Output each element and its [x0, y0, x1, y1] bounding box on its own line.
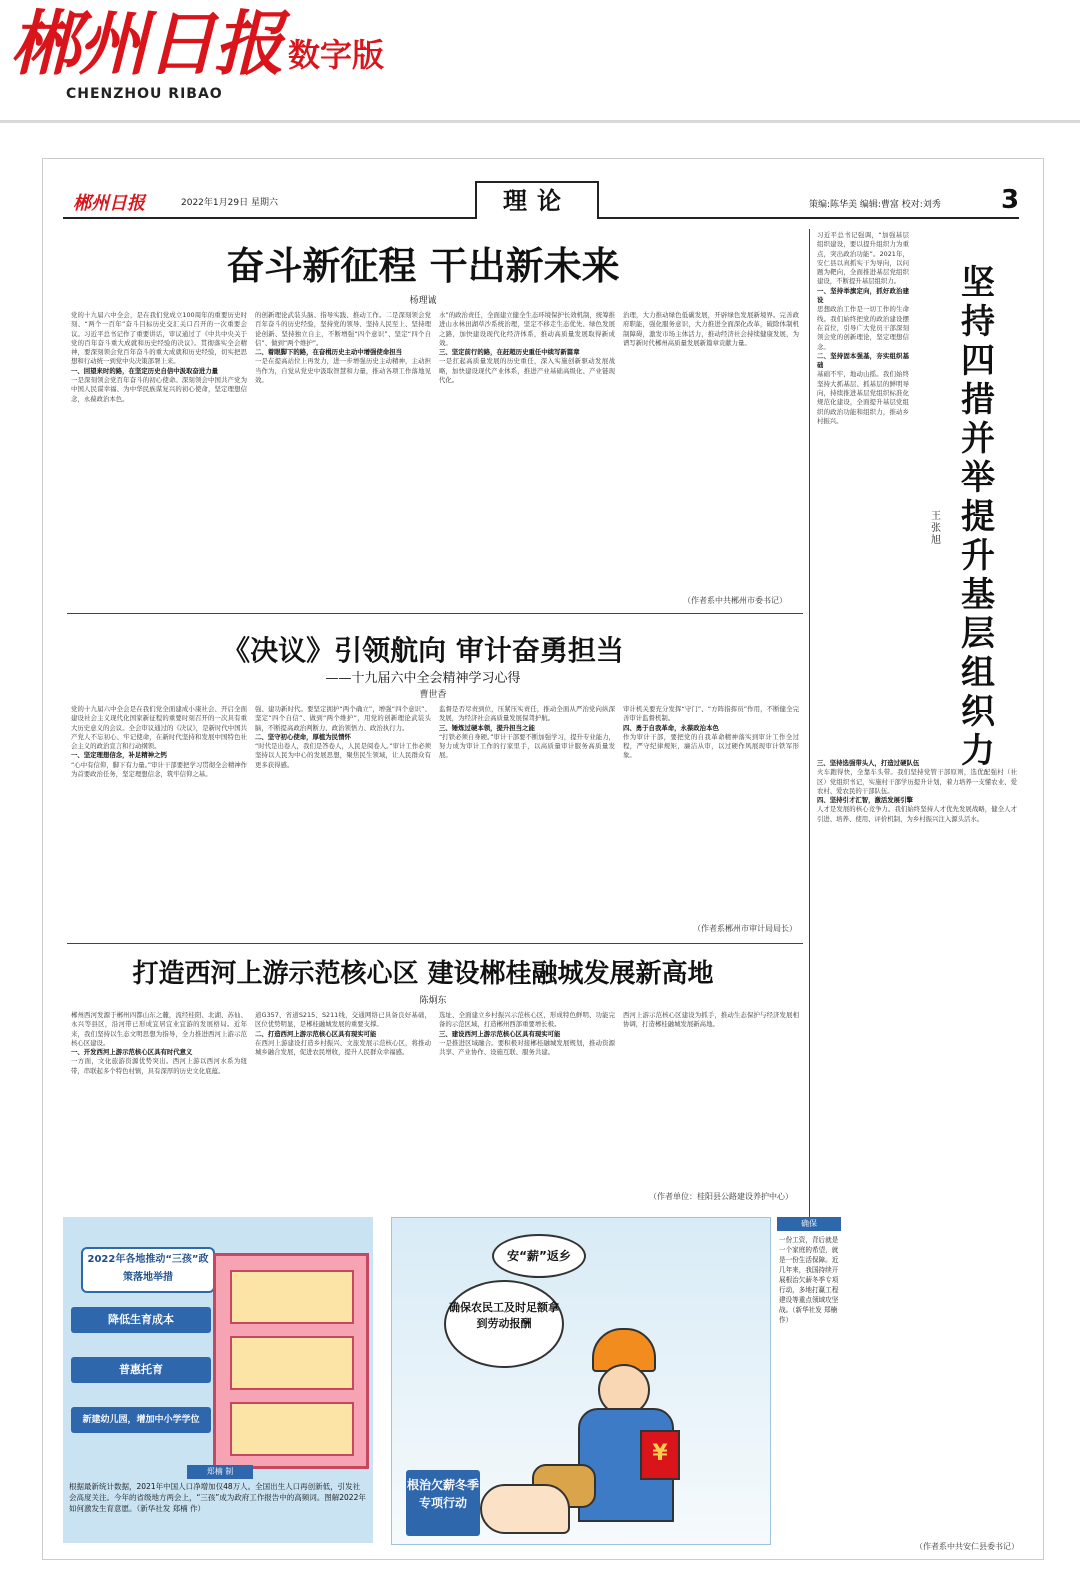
infographic-caption: 根据最新统计数据，2021年中国人口净增加仅48万人。全国出生人口再创新低，引发社会高度关注。今年的省级地方两会上，“三孩”成为政府工作报告中的高频词。图解2022年如何激发生育意愿。（新华社发 郑楠 作）	[69, 1482, 366, 1513]
article-2-source: （作者系郴州市审计局局长）	[693, 924, 797, 933]
house-illustration	[213, 1253, 369, 1469]
article-4-paragraph: 基础不牢，地动山摇。我们始终坚持大抓基层、抓基层的鲜明导向，持续推进基层党组织标准化规范化建设，全面提升基层党组织的政治功能和组织力，推动乡村振兴。	[817, 370, 909, 425]
article-3-subhead-2: 二、打造西河上游示范核心区具有现实可能	[255, 1029, 377, 1038]
article-4-subhead-1: 一、坚持举旗定向，抓好政治建设	[817, 286, 909, 305]
article-4-subhead-2: 二、坚持固本强基，夯实组织基础	[817, 351, 909, 370]
article-1-author: 杨理诚	[409, 296, 437, 306]
article-3-column-3	[439, 1011, 615, 1203]
page-number: 3	[1001, 185, 1020, 215]
article-2-column-1	[71, 705, 247, 935]
site-logo-pinyin: CHENZHOU RIBAO	[66, 86, 223, 102]
speech-bubble-2: 确保农民工及时足额拿到劳动报酬	[444, 1280, 564, 1368]
article-1-source: （作者系中共郴州市委书记）	[683, 596, 787, 605]
infographic-caption-bar: 郑楠 制	[187, 1465, 253, 1479]
article-2-subhead-2: 二、坚守初心使命，厚植为民情怀	[255, 732, 351, 741]
article-3-paragraph: 一方面，文化旅游资源优势突出。西河上游以西河水系为纽带，串联起多个特色村镇，具有深厚的历史文化底蕴。	[71, 1057, 247, 1075]
article-2-paragraph: 强、建功新时代。要坚定拥护“两个确立”，增强“四个意识”、坚定“四个自信”、做到“两个维护”，用党的创新理论武装头脑，不断提高政治判断力、政治领悟力、政治执行力。	[255, 705, 431, 732]
article-4-author: 王张旭	[931, 511, 941, 546]
article-4-column-1	[817, 231, 909, 751]
article-1-subhead-1: 一、回望来时的路，在坚定历史自信中汲取奋进力量	[71, 366, 218, 375]
article-3-column-4	[623, 1011, 799, 1191]
article-3-subhead-1: 一、开发西河上游示范核心区具有时代意义	[71, 1048, 193, 1057]
article-3-paragraph: 在西河上游建设打造乡村振兴、文旅发展示范核心区，将推动城乡融合发展，促进农民增收，提升人民群众幸福感。	[255, 1038, 431, 1057]
policy-item-1: 降低生育成本	[71, 1307, 211, 1333]
article-4-column-2	[817, 759, 1017, 1529]
house-window	[230, 1270, 354, 1324]
article-3-column-2	[255, 1011, 431, 1203]
article-3-subhead-3: 三、建设西河上游示范核心区具有现实可能	[439, 1029, 561, 1038]
article-4-paragraph: 人才是发展的核心竞争力。我们始终坚持人才优先发展战略，健全人才引进、培养、使用、评价机制，为乡村振兴注入源头活水。	[817, 805, 1017, 823]
article-1-paragraph: 一是扛起高质量发展的历史重任，深入实施创新驱动发展战略，加快建设现代产业体系，推进产业基础高级化、产业链现代化。	[439, 357, 615, 385]
site-logo[interactable]: 郴州日报	[10, 2, 282, 85]
article-1-paragraph: 治理，大力推动绿色低碳发展，开辟绿色发展新境界。完善政府职能，强化服务意识，大力推进全面深化改革，破除体制机制障碍，激发市场主体活力，推动经济社会持续健康发展，为谱写新时代郴州高质量发展新篇章贡献力量。	[623, 311, 799, 347]
site-logo-subtitle: 数字版	[288, 36, 385, 74]
cartoon-note	[777, 1217, 841, 1543]
issue-date: 2022年1月29日 星期六	[181, 198, 278, 208]
article-2-paragraph: 作为审计干部，要把党的自我革命精神落实到审计工作全过程，严守纪律规矩，廉洁从审，以过硬作风展现审计铁军形象。	[623, 732, 799, 760]
policy-item-3: 新建幼儿园，增加中小学学位	[71, 1407, 211, 1433]
article-1-paragraph: 党的十九届六中全会，是在我们党成立100周年的重要历史时刻、“两个一百年”奋斗目标历史交汇关口召开的一次重要会议。习近平总书记作了重要讲话，审议通过了《中共中央关于党的百年奋斗重大成就和历史经验的决议》。贯彻落实全会精神，要深刻领会党百年奋斗的重大成就和历史经验，切实把思想和行动统一到党中央决策部署上来。	[71, 311, 247, 366]
note-header: 确保	[777, 1217, 841, 1231]
policy-item-2: 普惠托育	[71, 1357, 211, 1383]
article-3-paragraph: 西河上游示范核心区建设为抓手，推动生态保护与经济发展相协调，打造郴桂融城发展新高地。	[623, 1011, 799, 1029]
site-header	[0, 0, 1080, 123]
section-title: 理论	[475, 181, 599, 219]
newspaper-page	[42, 158, 1044, 1560]
paper-logo: 郴州日报	[73, 193, 145, 214]
article-2-paragraph: 监督是否尽责到位，压紧压实责任，推动全面从严治党向纵深发展，为经济社会高质量发展保驾护航。	[439, 705, 615, 723]
article-1-paragraph: 一是深刻领会党百年奋斗的初心使命。深刻领会中国共产党为中国人民谋幸福、为中华民族谋复兴的初心使命，坚定理想信念，永葆政治本色。	[71, 376, 247, 403]
article-3-paragraph: 郴州西河发源于郴州四都山东之麓，流经桂阳、北湖、苏仙、永兴等县区，沿河带已形成宜居宜业宜游的发展格局。近年来，我们坚持以生态文明思想为指导，全力推进西河上游示范核心区建设。	[71, 1011, 247, 1047]
divider	[67, 943, 803, 944]
editor-credits: 策编:陈华美 编辑:曹富 校对:刘秀	[809, 200, 941, 210]
article-1-column-4	[623, 311, 799, 593]
article-1-title[interactable]: 奋斗新征程 干出新未来	[226, 243, 620, 288]
article-1-subhead-2: 二、着眼脚下的路，在奋楫历史主动中增强使命担当	[255, 348, 402, 357]
article-4-title[interactable]: 坚持四措并举 提升基层组织力	[961, 263, 995, 771]
article-2-paragraph: 审计机关要充分发挥“守门”、“方阵指挥员”作用，不断健全完善审计监督机制。	[623, 705, 799, 723]
article-1-paragraph: 的创新理论武装头脑、指导实践、推动工作。二是深刻领会党百年奋斗的历史经验，坚持党的领导、坚持人民至上、坚持理论创新、坚持独立自主，不断增强“四个意识”、坚定“四个自信”、做到“两个维护”。	[255, 311, 431, 347]
article-4-paragraph: 火车跑得快，全靠车头带。我们坚持党管干部原则，选优配强村（社区）党组织书记，实施村干部学历提升计划，着力培养一支懂农业、爱农村、爱农民的干部队伍。	[817, 768, 1017, 795]
article-3-column-1	[71, 1011, 247, 1203]
article-1-column-1	[71, 311, 247, 607]
article-2-column-4	[623, 705, 799, 921]
article-4-subhead-4: 四、坚持引才汇智，激活发展引擎	[817, 796, 913, 805]
article-2-paragraph: “心中有信仰，脚下有力量。”审计干部要把学习贯彻全会精神作为首要政治任务，坚定理想信念，筑牢信仰之基。	[71, 760, 247, 779]
house-window	[230, 1336, 354, 1390]
article-4-source: （作者系中共安仁县委书记）	[915, 1542, 1019, 1551]
article-1-paragraph: 一是在提高站位上再发力，进一步增强历史主动精神，主动担当作为，自觉从党史中汲取智慧和力量，推动各项工作落地见效。	[255, 357, 431, 385]
article-3-author: 陈炯东	[419, 996, 447, 1006]
article-2-subtitle: ——十九届六中全会精神学习心得	[325, 671, 521, 686]
infographic-banner: 2022年各地推动“三孩”政策落地举措	[81, 1247, 215, 1293]
note-text: 一份工资，背后就是一个家庭的希望，就是一份生活保障。近几年来，我国持续开展根治欠薪冬季专项行动，多地打赢工程建设等重点领域攻坚战。（新华社发 郑楠 作）	[779, 1236, 839, 1324]
article-3-paragraph: 道G357、省道S215、S211线，交通网络已具备良好基础，区位优势明显，是郴桂融城发展的重要支撑。	[255, 1011, 431, 1029]
article-2-paragraph: “时代是出卷人，我们是答卷人，人民是阅卷人。”审计工作必须坚持以人民为中心的发展思想，聚焦民生领域，让人民群众有更多获得感。	[255, 742, 431, 769]
article-1-column-3	[439, 311, 615, 607]
infographic-three-child-policy[interactable]	[63, 1217, 373, 1543]
cartoon-wage-protection[interactable]	[391, 1217, 771, 1545]
article-3-source: （作者单位：桂阳县公路建设养护中心）	[649, 1192, 793, 1201]
article-4-paragraph: 思想政治工作是一切工作的生命线。我们始终把党的政治建设摆在首位，引导广大党员干部深刻领会党的创新理论，坚定理想信念。	[817, 305, 909, 351]
article-1-subhead-3: 三、坚定前行的路，在赶超历史重任中续写新篇章	[439, 348, 580, 357]
article-3-paragraph: 选址、全面建立乡村振兴示范核心区，形成特色鲜明、功能完备的示范区域，打造郴州西部重要增长极。	[439, 1011, 615, 1029]
page-masthead	[63, 187, 1019, 219]
article-2-column-2	[255, 705, 431, 935]
campaign-sign: 根治欠薪冬季专项行动	[406, 1470, 480, 1536]
article-1-paragraph: 水”的政治责任，全面建立健全生态环境保护长效机制，统筹推进山水林田湖草沙系统治理，坚定不移走生态优先、绿色发展之路，加快建设现代化经济体系，推动高质量发展取得新成效。	[439, 311, 615, 347]
hand-illustration	[480, 1484, 570, 1534]
article-2-column-3	[439, 705, 615, 935]
article-2-paragraph: 党的十九届六中全会是在我们党全面建成小康社会、开启全面建设社会主义现代化国家新征程的重要时刻召开的一次具有重大历史意义的会议。全会审议通过的《决议》，是新时代中国共产党人不忘初心、牢记使命，在新时代坚持和发展中国特色社会主义的政治宣言和行动纲领。	[71, 705, 247, 751]
article-1-column-2	[255, 311, 431, 607]
article-2-subhead-3: 三、锤炼过硬本领，提升担当之能	[439, 723, 535, 732]
article-3-paragraph: 一是推进区域融合。要积极对接郴桂融城发展规划，推动资源共享、产业协作、设施互联、服务共建。	[439, 1038, 615, 1057]
article-2-subhead-4: 四、勇于自我革命，永葆政治本色	[623, 723, 719, 732]
article-4-subhead-3: 三、坚持选强带头人，打造过硬队伍	[817, 759, 920, 767]
article-2-subhead-1: 一、坚定理想信念，补足精神之钙	[71, 751, 167, 760]
house-window	[230, 1402, 354, 1456]
article-2-paragraph: “打铁必须自身硬。”审计干部要不断加强学习，提升专业能力，努力成为审计工作的行家里手，以高质量审计服务高质量发展。	[439, 732, 615, 760]
divider	[67, 613, 803, 614]
article-2-author: 曹世香	[419, 690, 447, 700]
article-2-title[interactable]: 《决议》引领航向 审计奋勇担当	[222, 634, 624, 667]
article-3-title[interactable]: 打造西河上游示范核心区 建设郴桂融城发展新高地	[132, 959, 714, 989]
speech-bubble-1: 安“薪”返乡	[492, 1234, 586, 1278]
article-4-paragraph: 习近平总书记强调，“加强基层组织建设，要以提升组织力为重点，突出政治功能”。2021年，安仁县以真抓实干为导向，以问题为靶向，全面推进基层党组织建设，不断提升基层组织力。	[817, 231, 909, 286]
red-envelope-icon: ¥	[640, 1430, 680, 1480]
